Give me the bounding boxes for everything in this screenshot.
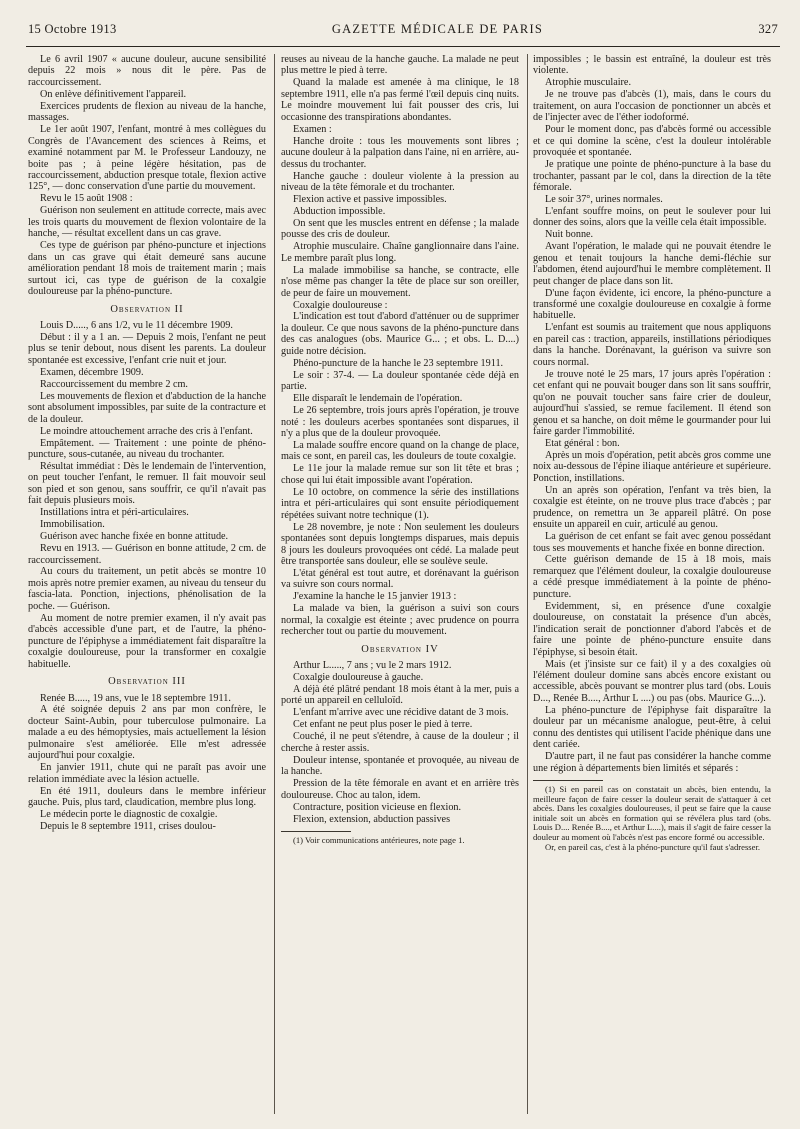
- paragraph: Le moindre attouchement arrache des cris à l'enfant.: [40, 425, 253, 437]
- header-title: GAZETTE MÉDICALE DE PARIS: [331, 22, 543, 36]
- paragraph: Pour le moment donc, pas d'abcès formé ou accessible et ce qui domine la scène, c'est la douleur intolérable provoquée et spontanée.: [533, 124, 771, 159]
- paragraph: Hanche droite : tous les mouvements sont libres ; aucune douleur à la palpation dans l'aine, ni en arrière, au-dessus du trochanter.: [281, 135, 519, 170]
- paragraph: La guérison de cet enfant se fait avec genou possédant tous ses mouvements et hanche fixée en bonne direction.: [533, 531, 771, 554]
- paragraph: Examen, décembre 1909.: [40, 366, 144, 378]
- paragraph: Examen :: [293, 123, 332, 135]
- paragraph: Phéno-puncture de la hanche le 23 septembre 1911.: [293, 357, 504, 369]
- paragraph: Ces type de guérison par phéno-puncture et injections dans un cas grave qui était demeuré sans aucune amélioration pendant 18 mois de traitement marin ; mais surtout ici, cas type de guérison de la coxalgie douloureuse par la phéno-puncture.: [28, 240, 266, 298]
- footnote-rule: [533, 780, 603, 781]
- paragraph: Coxalgie douloureuse :: [293, 299, 388, 311]
- paragraph: La phéno-puncture de l'épiphyse fait disparaître la douleur par un mécanisme analogue, peut-être, à celui connu des dentistes qui utilisent l'acide phénique dans une dent cariée.: [533, 704, 771, 751]
- paragraph: Je trouve noté le 25 mars, 17 jours après l'opération : cet enfant qui ne pouvait bouger dans son lit sans souffrir, qu'on ne pouvait toucher sans faire crier de douleur, aujourd'hui s'assied, se remue facilement. Il étend son genou et sa hanche, on doit même le gourmander pour lui faire garder l'immobilité.: [533, 368, 771, 437]
- paragraph: La malade souffre encore quand on la change de place, mais ce sont, en pareil cas, les douleurs de toute coxalgie.: [281, 439, 519, 463]
- paragraph: La malade immobilise sa hanche, se contracte, elle n'ose même pas changer la tête de place sur son oreiller, de peur de faire un mouvement.: [281, 264, 519, 299]
- paragraph: Le 6 avril 1907 « aucune douleur, aucune sensibilité depuis 22 mois » nous dit le père. Pas de raccourcissement.: [28, 54, 266, 88]
- paragraph: Abduction impossible.: [293, 205, 386, 217]
- column-3: [533, 54, 771, 1119]
- paragraph: Le médecin porte le diagnostic de coxalgie.: [40, 809, 218, 821]
- paragraph: Au moment de notre premier examen, il n'y avait pas d'abcès accessible d'une part, et de l'autre, la phéno-puncture de l'épiphyse a immédiatement fait disparaître la coxalgie douloureuse, pour la transformer en coxalgie habituelle.: [28, 612, 266, 670]
- paragraph: Nuit bonne.: [545, 229, 594, 241]
- paragraph: Immobilisation.: [40, 519, 105, 531]
- paragraph: Depuis le 8 septembre 1911, crises doulou-: [40, 821, 216, 832]
- observation-heading: Observation IV: [361, 643, 439, 655]
- paragraph: Evidemment, si, en présence d'une coxalgie douloureuse, on constatait la présence d'un abcès, l'indication serait de ponctionner d'abord l'abcès et de faire une pointe de phéno-puncture ensuite dans l'épiphyse, si besoin était.: [533, 600, 771, 658]
- paragraph: Mais (et j'insiste sur ce fait) il y a des coxalgies où l'élément douleur domine sans abcès encore existant ou accessible, abcès pouvant se montrer plus tard (obs. Louis D..., Renée B...., Arthur L ....) ou pas (obs. Maurice G...).: [533, 658, 771, 704]
- paragraph: impossibles ; le bassin est entraîné, la douleur est très violente.: [533, 54, 771, 77]
- paragraph: A été soignée depuis 2 ans par mon confrère, le docteur Saint-Aubin, pour tuberculose pulmonaire. La malade a eu des hémoptysies, mais actuellement la lésion pulmonaire s'est améliorée. Elle m'est adressée aujourd'hui pour coxalgie.: [28, 704, 266, 762]
- paragraph: Avant l'opération, le malade qui ne pouvait étendre le genou et tenait toujours la hanche demi-fléchie sur l'abdomen, étend aujourd'hui le membre complètement. Il peut changer de place dans son lit.: [533, 241, 771, 287]
- paragraph: Instillations intra et péri-articulaires.: [40, 507, 189, 519]
- paragraph: J'examine la hanche le 15 janvier 1913 :: [293, 591, 457, 603]
- paragraph: La malade va bien, la guérison a suivi son cours normal, la coxalgie est éteinte ; avec prudence on pourra rechercher tout ou partie du mouvement.: [281, 603, 519, 638]
- paragraph: On enlève définitivement l'appareil.: [40, 88, 187, 100]
- paragraph: Un an après son opération, l'enfant va très bien, la coxalgie est éteinte, on ne trouve plus trace d'abcès ; par prudence, on remettra un 3e appareil plâtré. On pose ensuite un appareil en cuir, articulé au genou.: [533, 484, 771, 531]
- paragraph: En janvier 1911, chute qui ne paraît pas avoir une relation immédiate avec la lésion actuelle.: [28, 762, 266, 785]
- column-2: [281, 54, 519, 1119]
- paragraph: On sent que les muscles entrent en défense ; la malade pousse des cris de douleur.: [281, 217, 519, 241]
- footnote: Or, en pareil cas, c'est à la phéno-puncture qu'il faut s'adresser.: [545, 842, 761, 853]
- paragraph: Pression de la tête fémorale en avant et en arrière très douloureuse. Choc au talon, idem.: [281, 778, 519, 801]
- paragraph: Atrophie musculaire.: [545, 77, 632, 89]
- paragraph: Résultat immédiat : Dès le lendemain de l'intervention, on peut toucher l'enfant, le remuer. Il fait mouvoir seul son pied et son genou, sans souffrir, ce qu'il n'avait pas fait depuis plusieurs mois.: [28, 460, 266, 507]
- paragraph: Le 28 novembre, je note : Non seulement les douleurs spontanées sont depuis longtemps disparues, mais depuis 8 jours les douleurs provoquées ont cédé. La malade peut être transportée sans douleur, elle se soulève seule.: [281, 521, 519, 567]
- paragraph: Flexion active et passive impossibles.: [293, 193, 447, 205]
- paragraph: Exercices prudents de flexion au niveau de la hanche, massages.: [28, 100, 266, 124]
- footnote: (1) Voir communications antérieures, note page 1.: [293, 834, 465, 845]
- paragraph: Contracture, position vicieuse en flexion.: [293, 801, 462, 813]
- footnote-rule: [281, 831, 351, 832]
- paragraph: Je pratique une pointe de phéno-puncture à la base du trochanter, passant par le col, dans la direction de la tête fémorale.: [533, 159, 771, 193]
- paragraph: Flexion, extension, abduction passives: [293, 813, 451, 825]
- paragraph: Couché, il ne peut s'étendre, à cause de la douleur ; il cherche à rester assis.: [281, 731, 519, 754]
- column-separator: [527, 54, 528, 1114]
- paragraph: D'autre part, il ne faut pas considérer la hanche comme une région à départements bien limités et séparés :: [533, 751, 771, 774]
- paragraph: L'enfant est soumis au traitement que nous appliquons en pareil cas : traction, appareils, instillations périodiques dans la hanche. Dorénavant, la guérison va suivre son cours normal.: [533, 322, 771, 368]
- paragraph: Le soir 37°, urines normales.: [545, 193, 663, 205]
- paragraph: Revu en 1913. — Guérison en bonne attitude, 2 cm. de raccourcissement.: [28, 543, 266, 566]
- header-page-number: 327: [758, 22, 778, 36]
- paragraph: Guérison avec hanche fixée en bonne attitude.: [40, 531, 229, 543]
- header-rule: [26, 46, 780, 47]
- paragraph: Douleur intense, spontanée et provoquée, au niveau de la hanche.: [281, 754, 519, 778]
- paragraph: Quand la malade est amenée à ma clinique, le 18 septembre 1911, elle n'a pas fermé l'œil depuis cinq nuits. Le moindre mouvement lui fait pousser des cris, lui occasionne des transpirations abondantes.: [281, 77, 519, 123]
- header-date: 15 Octobre 1913: [28, 22, 117, 36]
- paragraph: Le 26 septembre, trois jours après l'opération, je trouve noté : les douleurs acerbes spontanées sont disparues, il n'y a plus que de la douleur provoquée.: [281, 405, 519, 439]
- page-header: [28, 22, 778, 42]
- paragraph: Après un mois d'opération, petit abcès gros comme une noix au-dessous de l'épine iliaque antérieure et supérieure. Ponction, instillations.: [533, 449, 771, 484]
- paragraph: Coxalgie douloureuse à gauche.: [293, 672, 424, 684]
- paragraph: Guérison non seulement en attitude correcte, mais avec les trois quarts du mouvement de flexion volontaire de la hanche, — résultat excellent dans un cas grave.: [28, 205, 266, 240]
- footnote: (1) Si en pareil cas on constatait un abcès, bien entendu, la meilleure façon de faire cesser la douleur serait de s'attaquer à cet abcès. Dans les coxalgies douloureuses, il peut se faire que la cause initiale soit un abcès en formation qui se révélera plus tard (obs. Louis D.... Renée B...., et Arthur L....), mais il s'agit de faire cesser la douleur au moment où l'abcès n'est pas encore formé ou accessible.: [533, 784, 771, 843]
- paragraph: Le 10 octobre, on commence la série des instillations intra et péri-articulaires qui sont ensuite périodiquement répétées suivant notre technique (1).: [281, 486, 519, 521]
- paragraph: L'enfant m'arrive avec une récidive datant de 3 mois.: [293, 707, 509, 719]
- paragraph: Louis D....., 6 ans 1/2, vu le 11 décembre 1909.: [40, 319, 233, 331]
- paragraph: Renée B....., 19 ans, vue le 18 septembre 1911.: [40, 692, 231, 704]
- paragraph: Le soir : 37-4. — La douleur spontanée cède déjà en partie.: [281, 369, 519, 393]
- paragraph: Le 1er août 1907, l'enfant, montré à mes collègues du Congrès de l'Avancement des sciences à Reims, et examiné notamment par M. le Professeur Landouzy, ne boite pas ; à peine légère hésitation, pas de raccourcissement, abduction presque totale, flexion active 125°, — donc conservation d'une partie du mouvement.: [28, 124, 266, 193]
- paragraph: L'indication est tout d'abord d'atténuer ou de supprimer la douleur. Ce que nous savons de la phéno-puncture dans des cas analogues (obs. Maurice G... ; et obs. L. D....) guide notre décision.: [281, 311, 519, 357]
- observation-heading: Observation III: [108, 676, 186, 688]
- paragraph: reuses au niveau de la hanche gauche. La malade ne peut plus mettre le pied à terre.: [281, 54, 519, 77]
- paragraph: Etat général : bon.: [545, 437, 620, 449]
- paragraph: Je ne trouve pas d'abcès (1), mais, dans le cours du traitement, on aura l'occasion de ponctionner un abcès et de l'injecter avec de l'éther iodoformé.: [533, 89, 771, 124]
- column-1: [28, 54, 266, 1119]
- paragraph: Empâtement. — Traitement : une pointe de phéno-puncture, sous-cutanée, au niveau du trochanter.: [28, 437, 266, 460]
- paragraph: A déjà été plâtré pendant 18 mois étant à la mer, puis a porté un appareil en celluloïd.: [281, 684, 519, 707]
- paragraph: Revu le 15 août 1908 :: [40, 193, 133, 205]
- paragraph: Hanche gauche : douleur violente à la pression au niveau de la tête fémorale et du trochanter.: [281, 170, 519, 193]
- paragraph: Au cours du traitement, un petit abcès se montre 10 mois après notre premier examen, au niveau du tenseur du fascia-lata. Ponction, injections, phénolisation de la poche. — Guérison.: [28, 566, 266, 612]
- paragraph: Atrophie musculaire. Chaîne ganglionnaire dans l'aine. Le membre paraît plus long.: [281, 241, 519, 264]
- paragraph: D'une façon évidente, ici encore, la phéno-puncture a transformé une coxalgie douloureuse en coxalgie à forme habituelle.: [533, 287, 771, 322]
- paragraph: Cette guérison demande de 15 à 18 mois, mais remarquez que l'élément douleur, la coxalgie douloureuse a cédé presque immédiatement à la pointe de phéno-puncture.: [533, 554, 771, 600]
- paragraph: Le 11e jour la malade remue sur son lit tête et bras ; chose qui lui était impossible avant l'opération.: [281, 463, 519, 486]
- observation-heading: Observation II: [110, 303, 184, 315]
- paragraph: L'état général est tout autre, et dorénavant la guérison va suivre son cours normal.: [281, 567, 519, 591]
- paragraph: Raccourcissement du membre 2 cm.: [40, 378, 188, 390]
- paragraph: L'enfant souffre moins, on peut le soulever pour lui donner des soins, alors que la veille cela était impossible.: [533, 205, 771, 229]
- column-separator: [274, 54, 275, 1114]
- paragraph: Arthur L....., 7 ans ; vu le 2 mars 1912.: [293, 660, 452, 672]
- paragraph: En été 1911, douleurs dans le membre inférieur gauche. Puis, plus tard, claudication, membre plus long.: [28, 785, 266, 809]
- paragraph: Cet enfant ne peut plus poser le pied à terre.: [293, 719, 473, 731]
- paragraph: Les mouvements de flexion et d'abduction de la hanche sont absolument impossibles, par suite de la contracture et de la douleur.: [28, 390, 266, 425]
- paragraph: Elle disparaît le lendemain de l'opération.: [293, 393, 463, 405]
- paragraph: Début : il y a 1 an. — Depuis 2 mois, l'enfant ne peut plus se tenir debout, nous disent les parents. La douleur spontanée est excessive, l'enfant crie nuit et jour.: [28, 331, 266, 366]
